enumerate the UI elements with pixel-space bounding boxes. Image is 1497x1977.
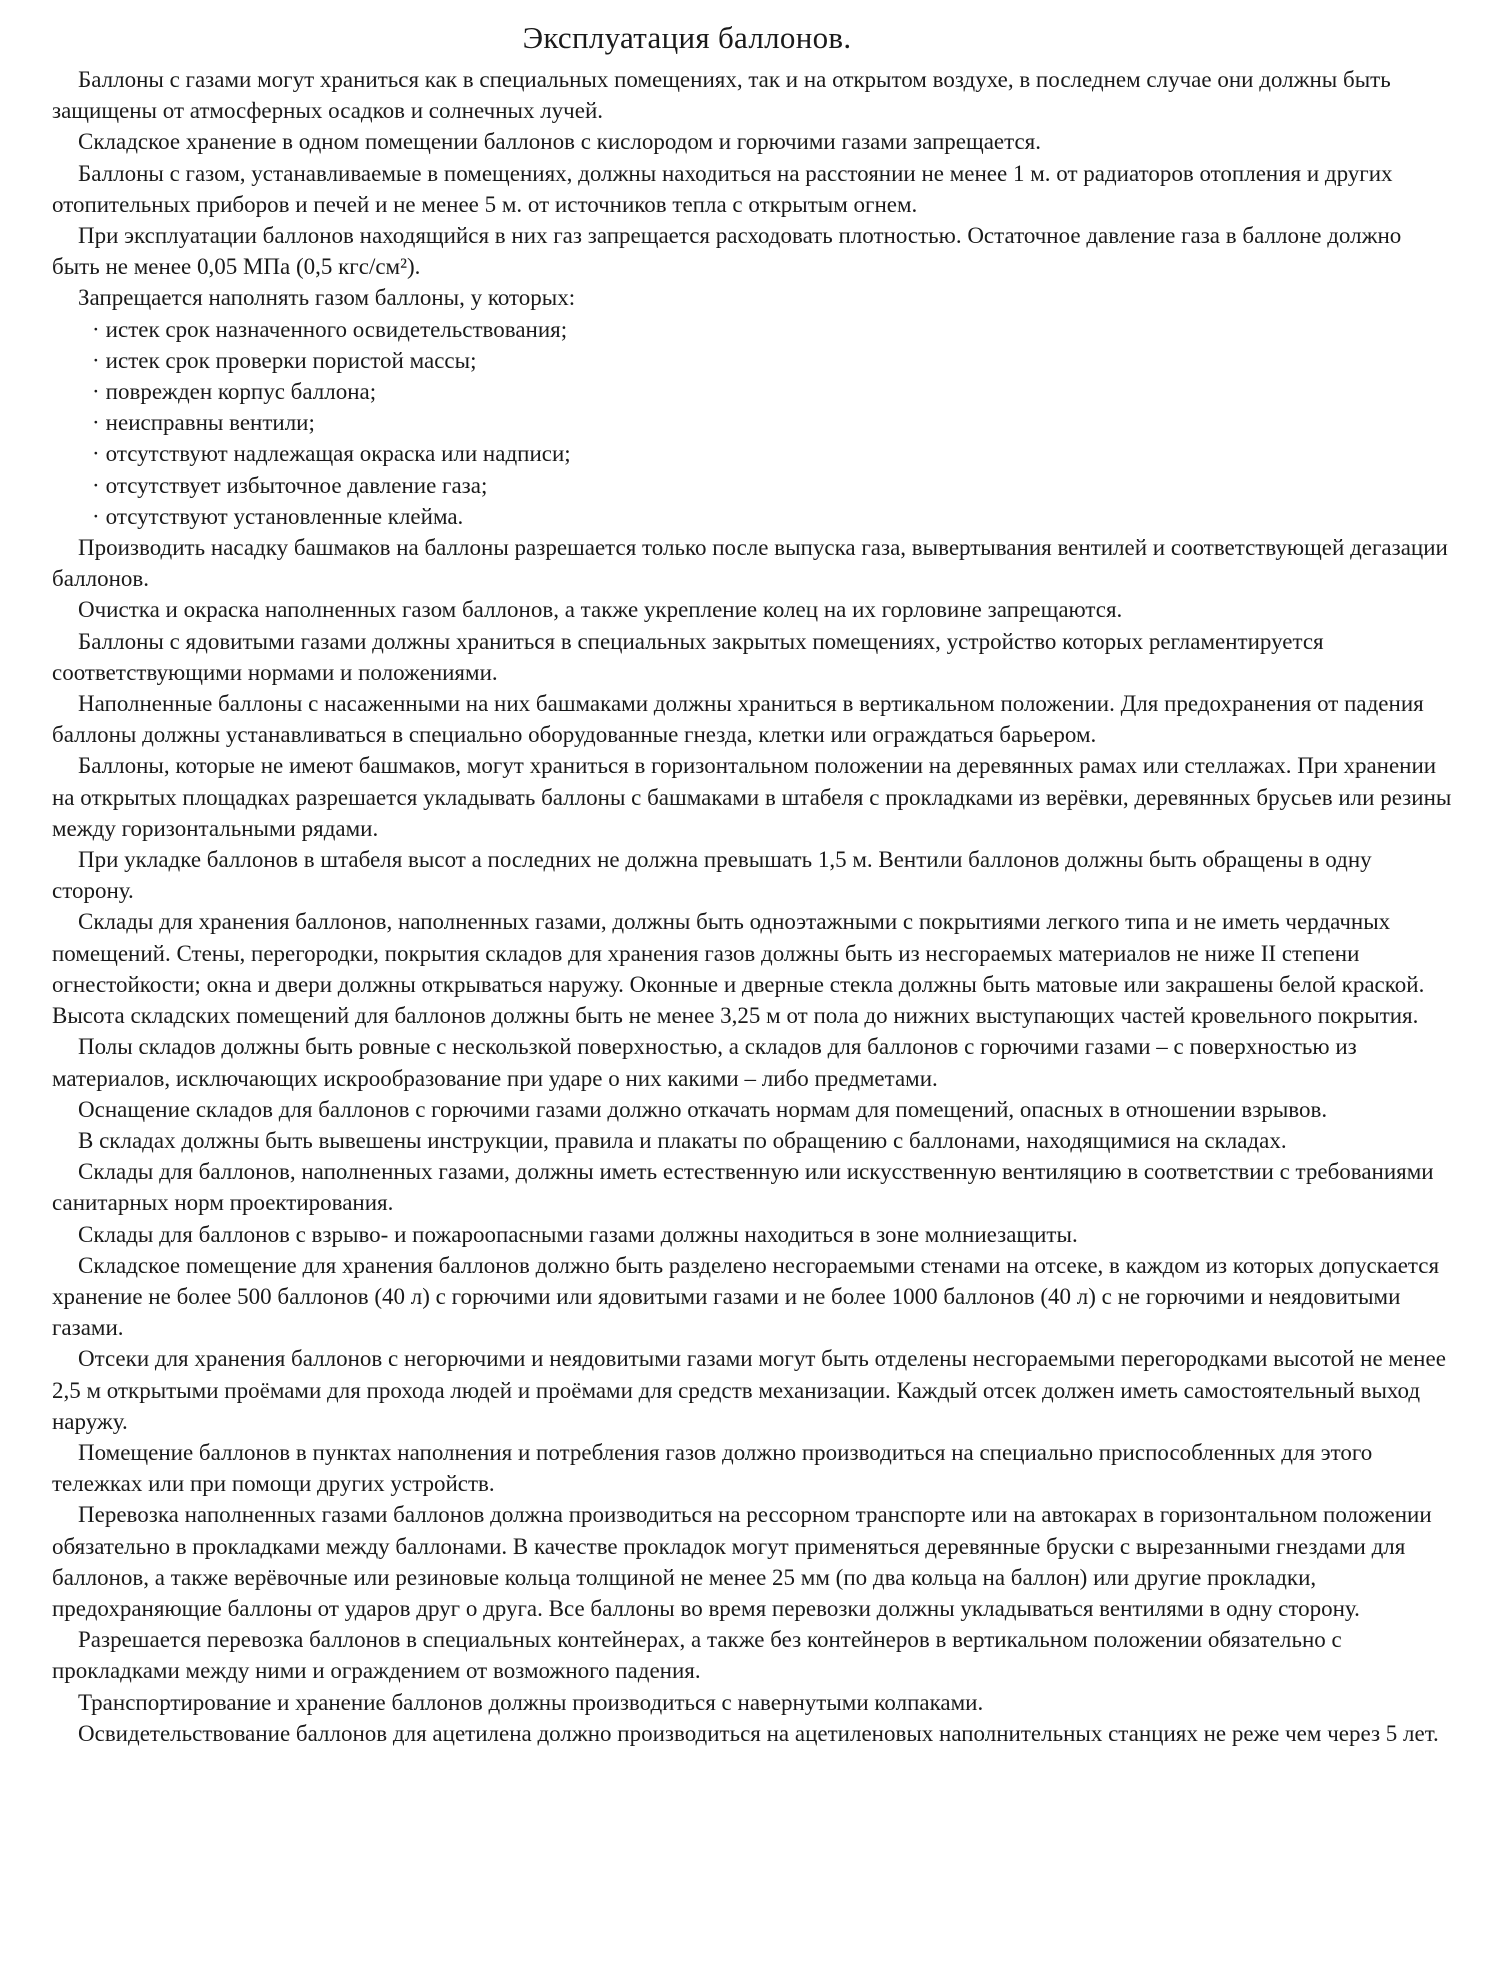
paragraph: Запрещается наполнять газом баллоны, у которых: xyxy=(78,285,576,311)
paragraph: Баллоны с ядовитыми газами должны храниться в специальных закрытых помещениях, устройство которых регламентируется соответствующими нормами и положениями. xyxy=(52,628,1324,685)
paragraph: Производить насадку башмаков на баллоны разрешается только после выпуска газа, вывертывания вентилей и соответствующей дегазации баллонов. xyxy=(52,535,1448,592)
paragraph: Очистка и окраска наполненных газом баллонов, а также укрепление колец на их горловине запрещаются. xyxy=(78,597,1123,623)
list-item-text: истек срок назначенного освидетельствования; xyxy=(105,316,568,342)
paragraph: Наполненные баллоны с насаженными на них башмаками должны храниться в вертикальном положении. Для предохранения от падения баллоны должны устанавливаться в специально оборудованные гнезда, клетки или ограждаться барьером. xyxy=(52,691,1424,748)
bullet-icon: · xyxy=(92,410,100,436)
list-item xyxy=(52,407,1452,438)
paragraph: Отсеки для хранения баллонов с негорючими и неядовитыми газами могут быть отделены несгораемыми перегородками высотой не менее 2,5 м открытыми проёмами для прохода людей и проёмами для средств механизации. Каждый отсек должен иметь самостоятельный выход наружу. xyxy=(52,1346,1446,1434)
paragraph: Перевозка наполненных газами баллонов должна производиться на рессорном транспорте или на автокарах в горизонтальном положении обязательно в прокладками между баллонами. В качестве прокладок могут применяться деревянные бруски с вырезанными гнездами для баллонов, а также верёвочные или резиновые кольца толщиной не менее 25 мм (по два кольца на баллон) или другие прокладки, предохраняющие баллоны от ударов друг о друга. Все баллоны во время перевозки должны укладываться вентилями в одну сторону. xyxy=(52,1502,1432,1621)
paragraph: Склады для баллонов, наполненных газами, должны иметь естественную или искусственную вентиляцию в соответствии с требованиями санитарных норм проектирования. xyxy=(52,1159,1434,1216)
paragraph: При эксплуатации баллонов находящийся в них газ запрещается расходовать плотностью. Остаточное давление газа в баллоне должно быть не менее 0,05 МПа (0,5 кгс/см²). xyxy=(52,223,1402,280)
list-item-text: истек срок проверки пористой массы; xyxy=(105,347,477,373)
bullet-icon: · xyxy=(92,347,100,373)
paragraph: В складах должны быть вывешены инструкции, правила и плакаты по обращению с баллонами, находящимися на складах. xyxy=(78,1127,1287,1153)
intro-section xyxy=(52,64,1452,314)
paragraph: Разрешается перевозка баллонов в специальных контейнерах, а также без контейнеров в вертикальном положении обязательно с прокладками между ними и ограждением от возможного падения. xyxy=(52,1627,1342,1684)
list-item-text: отсутствуют надлежащая окраска или надписи; xyxy=(105,441,571,467)
list-item xyxy=(52,376,1452,407)
bullet-icon: · xyxy=(92,441,100,467)
paragraph: Освидетельствование баллонов для ацетилена должно производиться на ацетиленовых наполнительных станциях не реже чем через 5 лет. xyxy=(78,1720,1439,1746)
document-page xyxy=(52,20,1452,1749)
list-item xyxy=(52,345,1452,376)
paragraph: Склады для баллонов с взрыво- и пожароопасными газами должны находиться в зоне молниезащиты. xyxy=(78,1221,1078,1247)
list-item-text: отсутствуют установленные клейма. xyxy=(105,503,464,529)
list-item xyxy=(52,314,1452,345)
bullet-icon: · xyxy=(92,503,100,529)
paragraph: Баллоны, которые не имеют башмаков, могут храниться в горизонтальном положении на деревянных рамах или стеллажах. При хранении на открытых площадках разрешается укладывать баллоны с башмаками в штабеля с прокладками из верёвки, деревянных брусьев или резины между горизонтальными рядами. xyxy=(52,753,1452,841)
list-item xyxy=(52,470,1452,501)
paragraph: Складское помещение для хранения баллонов должно быть разделено несгораемыми стенами на отсеке, в каждом из которых допускается хранение не более 500 баллонов (40 л) с горючими или ядовитыми газами и не более 1000 баллонов (40 л) с не горючими и неядовитыми газами. xyxy=(52,1252,1440,1341)
paragraph: Помещение баллонов в пунктах наполнения и потребления газов должно производиться на специально приспособленных для этого тележках или при помощи других устройств. xyxy=(52,1439,1373,1497)
paragraph: Полы складов должны быть ровные с нескользкой поверхностью, а складов для баллонов с горючими газами – с поверхностью из материалов, исключающих искрообразование при ударе о них какими – либо предметами. xyxy=(52,1034,1357,1091)
list-item xyxy=(52,438,1452,469)
paragraph: При укладке баллонов в штабеля высот а последних не должна превышать 1,5 м. Вентили баллонов должны быть обращены в одну сторону. xyxy=(52,847,1372,904)
bullet-icon: · xyxy=(92,472,100,498)
list-item-text: неисправны вентили; xyxy=(105,410,315,436)
paragraph: Баллоны с газом, устанавливаемые в помещениях, должны находиться на расстоянии не менее 1 м. от радиаторов отопления и других отопительных приборов и печей и не менее 5 м. от источников тепла с открытым огнем. xyxy=(52,160,1393,217)
paragraph: Баллоны с газами могут храниться как в специальных помещениях, так и на открытом воздухе, в последнем случае они должны быть защищены от атмосферных осадков и солнечных лучей. xyxy=(52,67,1391,124)
list-item-text: отсутствует избыточное давление газа; xyxy=(105,472,488,498)
paragraph: Оснащение складов для баллонов с горючими газами должно откачать нормам для помещений, опасных в отношении взрывов. xyxy=(78,1096,1328,1122)
main-section xyxy=(52,532,1452,1749)
list-item xyxy=(52,501,1452,532)
list-item-text: поврежден корпус баллона; xyxy=(105,379,377,405)
bullet-icon: · xyxy=(92,316,100,342)
paragraph: Склады для хранения баллонов, наполненных газами, должны быть одноэтажными с покрытиями легкого типа и не иметь чердачных помещений. Стены, перегородки, покрытия складов для хранения газов должны быть из несгораемых материалов не ниже II степени огнестойкости; окна и двери должны открываться наружу. Оконные и дверные стекла должны быть матовые или закрашены белой краской. Высота складских помещений для баллонов должны быть не менее 3,25 м от пола до нижних выступающих частей кровельного покрытия. xyxy=(52,909,1425,1029)
paragraph: Складское хранение в одном помещении баллонов с кислородом и горючими газами запрещается. xyxy=(78,129,1042,155)
bullet-icon: · xyxy=(92,379,100,405)
document-title: Эксплуатация баллонов. xyxy=(522,20,852,55)
paragraph: Транспортирование и хранение баллонов должны производиться с навернутыми колпаками. xyxy=(78,1689,984,1715)
prohibition-list xyxy=(52,314,1452,532)
